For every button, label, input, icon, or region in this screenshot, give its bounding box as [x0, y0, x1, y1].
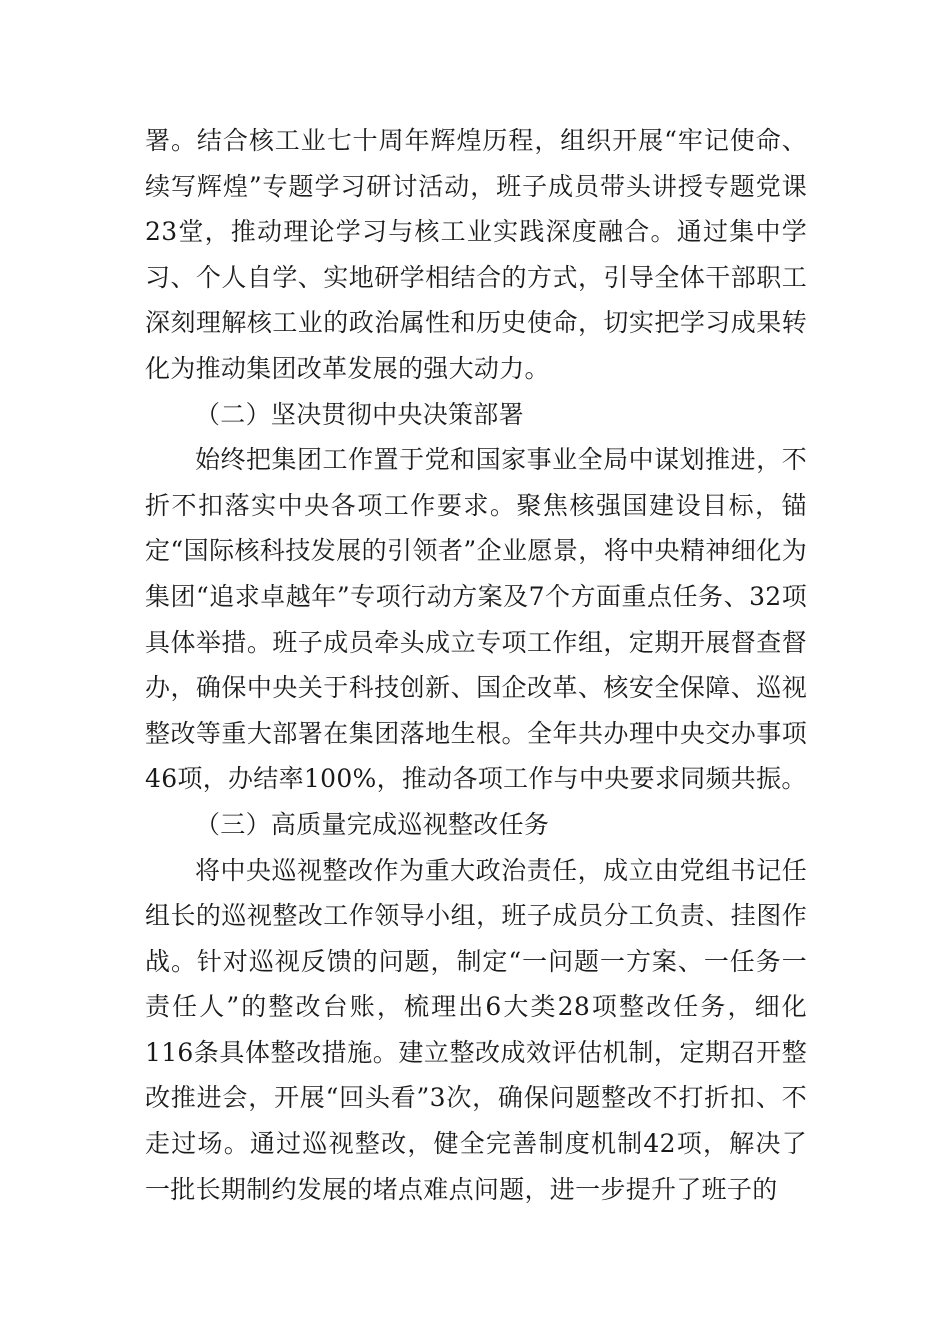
body-paragraph-3: 将中央巡视整改作为重大政治责任，成立由党组书记任组长的巡视整改工作领导小组，班子成员分工负责、挂图作战。针对巡视反馈的问题，制定“一问题一方案、一任务一责任人”的整改台账，梳理出6大类28项整改任务，细化116条具体整改措施。建立整改成效评估机制，定期召开整改推进会，开展“回头看”3次，确保问题整改不打折扣、不走过场。通过巡视整改，健全完善制度机制42项，解决了一批长期制约发展的堵点难点问题，进一步提升了班子的 [145, 855, 807, 1204]
document-page [145, 118, 807, 1212]
body-paragraph-2: 始终把集团工作置于党和国家事业全局中谋划推进，不折不扣落实中央各项工作要求。聚焦核强国建设目标，锚定“国际核科技发展的引领者”企业愿景，将中央精神细化为集团“追求卓越年”专项行动方案及7个方面重点任务、32项具体举措。班子成员牵头成立专项工作组，定期开展督查督办，确保中央关于科技创新、国企改革、核安全保障、巡视整改等重大部署在集团落地生根。全年共办理中央交办事项46项，办结率100%，推动各项工作与中央要求同频共振。 [145, 445, 807, 794]
body-paragraph-1: 署。结合核工业七十周年辉煌历程，组织开展“牢记使命、续写辉煌”专题学习研讨活动，班子成员带头讲授专题党课23堂，推动理论学习与核工业实践深度融合。通过集中学习、个人自学、实地研学相结合的方式，引导全体干部职工深刻理解核工业的政治属性和历史使命，切实把学习成果转化为推动集团改革发展的强大动力。 [145, 126, 807, 383]
section-heading-3: （三）高质量完成巡视整改任务 [195, 809, 550, 839]
section-heading-2: （二）坚决贯彻中央决策部署 [195, 399, 524, 429]
